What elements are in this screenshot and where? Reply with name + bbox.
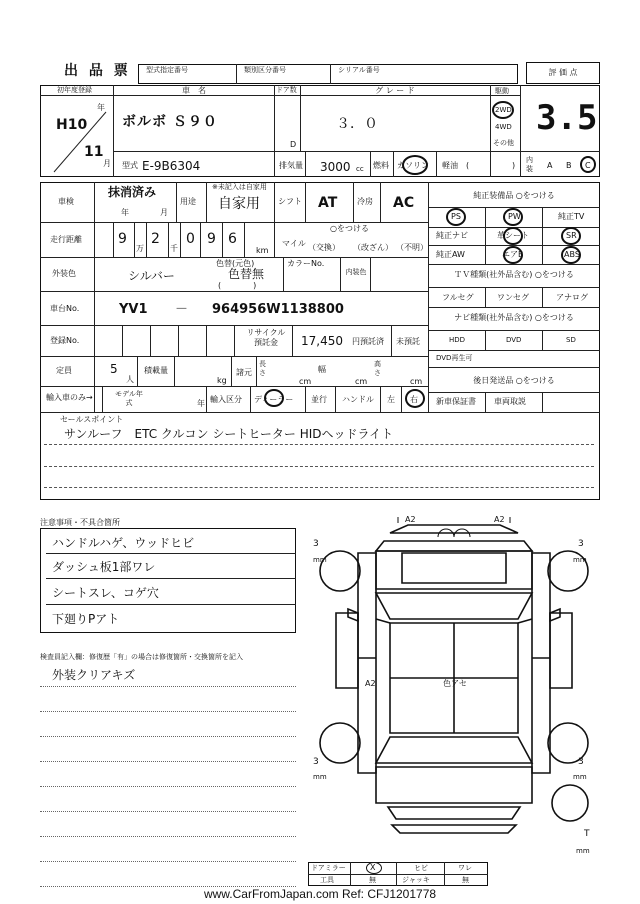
note-item: ダッシュ板1部ワレ [52, 560, 156, 574]
chassis-number: 964956W1138800 [212, 302, 344, 317]
reg-year: H10 [56, 117, 88, 133]
ac-value: AC [393, 195, 415, 211]
mirror-scratch: X [370, 863, 376, 872]
date-slash [50, 110, 110, 175]
category-label: 類別区分番号 [244, 66, 286, 74]
damage-a2-left: A2 [365, 679, 376, 688]
chassis-prefix: YV1 [119, 302, 148, 317]
fuel-circle [402, 155, 428, 175]
interior-circle [580, 156, 596, 173]
mileage-digit-5: 6 [228, 231, 237, 247]
equip-pw-circle [503, 208, 523, 226]
recycle-amount: 17,450 [301, 334, 343, 348]
handle-circle [405, 389, 425, 408]
fuel-gasoline: ガソリン [397, 161, 429, 170]
tools-value: 無 [369, 876, 376, 884]
drive-2wd: 2WD [495, 106, 512, 114]
equip-pw: PW [508, 212, 521, 221]
interior-grade: C [585, 161, 591, 170]
equip-sr-circle [561, 227, 581, 245]
inspector-note: 外装クリアキズ [52, 668, 136, 682]
notes-label: 注意事項・不具合箇所 [40, 518, 120, 527]
note-item: シートスレ、コゲ穴 [52, 586, 159, 600]
grade-label: グ レ ー ド [375, 86, 415, 95]
doors-label: ドア数 [276, 86, 297, 94]
inspector-label: 検査員記入欄：修復歴「有」の場合は修復箇所・交換箇所を記入 [40, 653, 243, 661]
equip-leather: 革シート [497, 231, 529, 240]
import-type-circle [264, 389, 284, 407]
usage-value: 自家用 [218, 196, 260, 212]
capacity: 5 [110, 362, 118, 376]
page-title: 出 品 票 [64, 63, 131, 79]
color-change-value: 色替無 [228, 267, 265, 281]
shaken-value: 抹消済み [108, 185, 157, 199]
damage-color-fade: 色アセ [443, 679, 467, 688]
grade-value: ３．０ [336, 116, 378, 132]
model-code-label: 型式指定番号 [146, 66, 188, 74]
reg-year-label: 初年度登録 [57, 86, 92, 94]
mileage-digit-3: 0 [186, 231, 195, 247]
equip-ps-circle [446, 208, 466, 226]
equip-sr: SR [566, 231, 577, 240]
mileage-digit-1: 9 [118, 231, 127, 247]
car-name: ボルボ Ｓ９０ [122, 114, 218, 130]
score-value: 3.5 [536, 98, 598, 138]
auction-sheet-page: 出 品 票 型式指定番号 類別区分番号 シリアル番号 評 価 点 初年度登録 H10 年 11 月 車 名 ボルボ Ｓ９０ ドア数 D グ レ ー ド ３．０ 駆動 2WD 4WD その他 3.5 型式 E-9B6304 排気量 3000 cc 燃料 ガソリン 軽油 ( ) 内装 A B C 車検 抹消済み 年 月 用途 ※未記入は自家用 自家用 シフト AT 冷房 AC 走行距離 9 万 2 千 0 9 6 km ○をつける マイル （交換） （改ざん） （不明） 外装色 シルバー 色替(元色) 色替無 ( ) カラーNo. 内装色 車台No. YV1 － 964956W1138800 登録No. リサイクル預託金 17,450 円預託済 未預託 定員 5 人 積載量 kg 諸元 長さ cm 幅 cm 高さ cm 輸入車のみ→ モデル年式 年 輸入区分 ディーラー 並行 ハンドル 左 右 純正装備品 ○をつける PS PW 純正TV 純正ナビ 革シート SR 純正AW エアB ABS ＴＶ種類(社外品含む) ○をつける フルセグ ワンセグ アナログ ナビ種類(社外品含む) ○をつける HDD DVD SD DVD再生可 後日発送品 ○をつける 新車保証書 車両取説 セールスポイント サンルーフ ETC クルコン シートヒーター HIDヘッドライト 注意事項・不具合箇所 ハンドルハゲ、ウッドヒビ ダッシュ板1部ワレ シートスレ、コゲ穴 下廻りPアト 検査員記入欄：修復歴「有」の場合は修復箇所・交換箇所を記入 外装クリアキズ A2 A2 A2 色アセ 3 mm 3 mm 3 mm 3 mm T mm ドアミラー X ヒビ ワレ 工具 無 ジャッキ 無 www.CarFromJapan.com Ref: CFJ1201778 [0, 0, 640, 904]
model-type: E-9B6304 [142, 159, 201, 173]
score-label: 評 価 点 [548, 68, 578, 77]
header-code-box [138, 64, 518, 84]
reg-month: 11 [84, 144, 104, 160]
damage-a2-front-left: A2 [405, 515, 416, 524]
car-name-label: 車 名 [182, 86, 206, 95]
equip-abs-circle [561, 246, 581, 264]
color-value: シルバー [128, 269, 175, 283]
shift-value: AT [318, 195, 338, 211]
equip-abs: ABS [564, 250, 580, 259]
equip-ps: PS [451, 212, 461, 221]
equip-airbag: エアB [502, 250, 524, 259]
mileage-digit-4: 9 [207, 231, 216, 247]
displacement: 3000 [320, 160, 351, 174]
jack-value: 無 [462, 876, 469, 884]
mirror-circle [366, 862, 382, 874]
car-damage-diagram [318, 513, 590, 868]
note-item: 下廻りPアト [52, 612, 120, 626]
equip-airbag-circle [503, 246, 523, 264]
note-item: ハンドルハゲ、ウッドヒビ [52, 536, 195, 550]
damage-a2-front-right: A2 [494, 515, 505, 524]
door-type: D [290, 140, 297, 149]
handle-right: 右 [410, 395, 418, 404]
mileage-digit-2: 2 [151, 231, 160, 247]
drive-2wd-circle [492, 101, 514, 119]
equip-leather-circle [503, 227, 523, 245]
serial-label: シリアル番号 [338, 66, 380, 74]
watermark: www.CarFromJapan.com Ref: CFJ1201778 [201, 887, 439, 901]
sales-points: サンルーフ ETC クルコン シートヒーター HIDヘッドライト [64, 427, 394, 441]
